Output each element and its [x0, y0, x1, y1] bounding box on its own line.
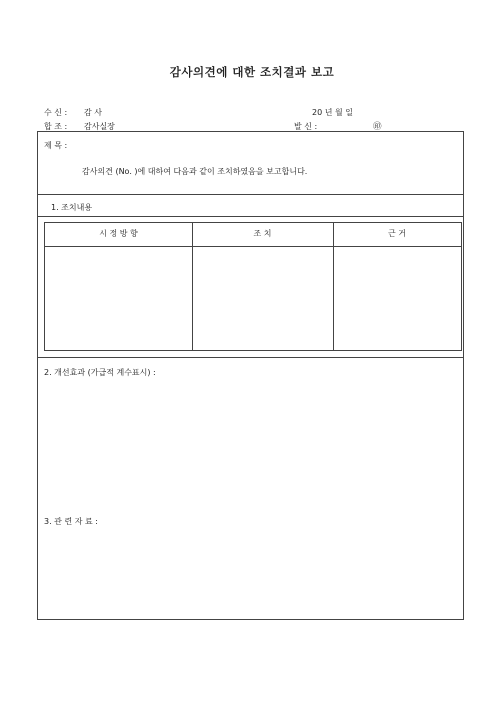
- table-column-divider: [333, 223, 334, 350]
- subject-divider: [38, 194, 463, 195]
- actions-table: [44, 222, 462, 351]
- subject-label: 제 목 :: [44, 141, 68, 150]
- cooperation-value: 감사실장: [84, 122, 115, 131]
- actions-section-label: 1. 조치내용: [51, 203, 93, 212]
- sender-label: 발 신 :: [294, 122, 318, 131]
- date-text: 20 년 월 일: [312, 108, 353, 117]
- table-header-direction: 시 정 방 향: [99, 229, 138, 238]
- materials-section-label: 3. 관 련 자 료 :: [44, 517, 98, 526]
- cooperation-label: 합 조 :: [44, 122, 68, 131]
- table-header-action: 조 치: [253, 229, 272, 238]
- actions-divider: [38, 216, 463, 217]
- recipient-label: 수 신 :: [44, 108, 68, 117]
- table-header-basis: 근 거: [388, 229, 406, 238]
- seal-icon: ㊞: [373, 122, 382, 132]
- recipient-value: 감 사: [84, 108, 102, 117]
- report-form: [37, 131, 464, 620]
- effect-section-label: 2. 개선효과 (가급적 계수표시) :: [44, 368, 156, 377]
- subject-sentence: 감사의견 (No. )에 대하여 다음과 같이 조치하였음을 보고합니다.: [82, 167, 308, 176]
- table-bottom-divider: [38, 357, 463, 358]
- table-column-divider: [192, 223, 193, 350]
- document-title: 감사의견에 대한 조치결과 보고: [169, 65, 335, 79]
